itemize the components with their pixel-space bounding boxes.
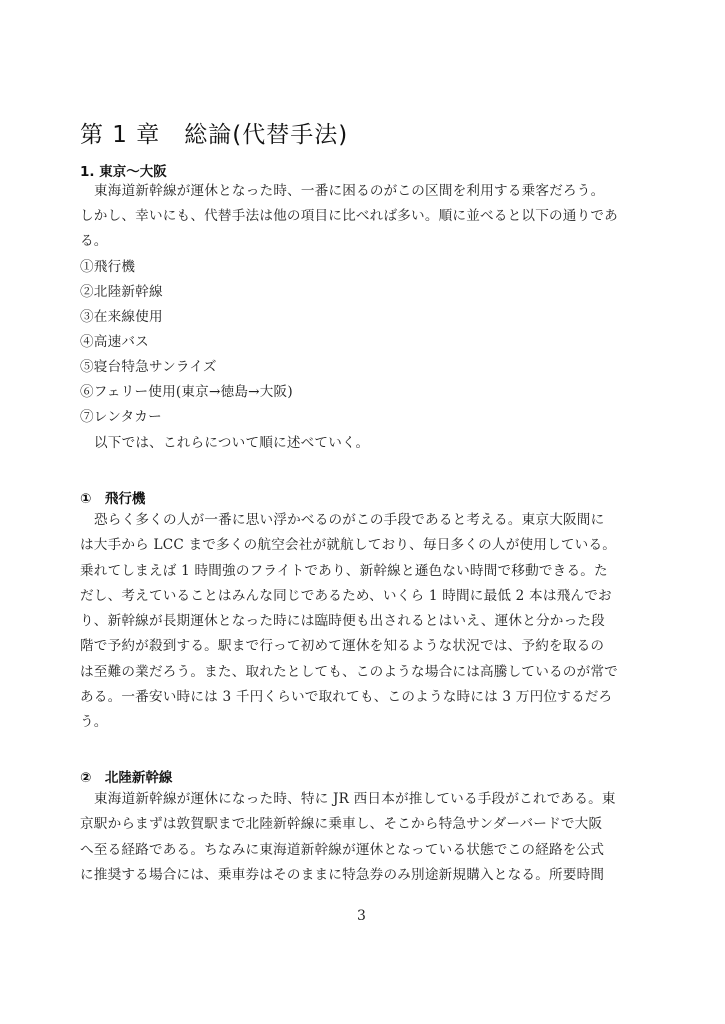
paragraph-line: へ至る経路である。ちなみに東海道新幹線が運休となっている状態でこの経路を公式 <box>80 842 605 858</box>
paragraph-line: 東海道新幹線が運休となった時、一番に困るのがこの区間を利用する乗客だろう。 <box>94 183 605 199</box>
paragraph-line: る。 <box>80 233 108 249</box>
paragraph-line: 東海道新幹線が運休になった時、特に JR 西日本が推している手段がこれである。東 <box>94 791 616 807</box>
list-item: ⑤寝台特急サンライズ <box>80 359 217 375</box>
paragraph-line: 以下では、これらについて順に述べていく。 <box>94 435 370 451</box>
paragraph-line: 京駅からまずは敦賀駅まで北陸新幹線に乗車し、そこから特急サンダーバードで大阪 <box>80 816 603 832</box>
paragraph-line: 恐らく多くの人が一番に思い浮かべるのがこの手段であると考える。東京大阪間に <box>94 512 605 528</box>
subsection-heading-hokuriku-shinkansen: ② 北陸新幹線 <box>80 770 173 786</box>
paragraph-line: しかし、幸いにも、代替手法は他の項目に比べれば多い。順に並べると以下の通りであ <box>80 208 618 224</box>
list-item: ⑥フェリー使用(東京→徳島→大阪) <box>80 384 293 400</box>
list-item: ⑦レンタカー <box>80 409 162 425</box>
paragraph-line: ある。一番安い時には 3 千円くらいで取れても、このような時には 3 万円位するだろ <box>80 689 613 705</box>
paragraph-line: に推奨する場合には、乗車券はそのままに特急券のみ別途新規購入となる。所要時間 <box>80 867 605 883</box>
paragraph-line: 階で予約が殺到する。駅まで行って初めて運休を知るような状況では、予約を取るの <box>80 638 605 654</box>
page-number: 3 <box>357 908 366 924</box>
subsection-heading-airplane: ① 飛行機 <box>80 491 146 507</box>
paragraph-line: り、新幹線が長期運休となった時には臨時便も出されるとはいえ、運休と分かった段 <box>80 613 605 629</box>
list-item: ①飛行機 <box>80 259 136 275</box>
list-item: ③在来線使用 <box>80 309 163 325</box>
paragraph-line: う。 <box>80 714 108 730</box>
list-item: ④高速バス <box>80 334 149 350</box>
section-heading-tokyo-osaka: 1. 東京～大阪 <box>80 164 167 180</box>
paragraph-line: だし、考えていることはみんな同じであるため、いくら 1 時間に最低 2 本は飛んでお <box>80 588 612 604</box>
paragraph-line: は大手から LCC まで多くの航空会社が就航しており、毎日多くの人が使用している。 <box>80 537 617 553</box>
list-item: ②北陸新幹線 <box>80 284 163 300</box>
chapter-title: 第 1 章 総論(代替手法) <box>80 122 349 148</box>
paragraph-line: 乗れてしまえば 1 時間強のフライトであり、新幹線と遜色ない時間で移動できる。た <box>80 563 608 579</box>
paragraph-line: は至難の業だろう。また、取れたとしても、このような場合には高騰しているのが常で <box>80 664 618 680</box>
